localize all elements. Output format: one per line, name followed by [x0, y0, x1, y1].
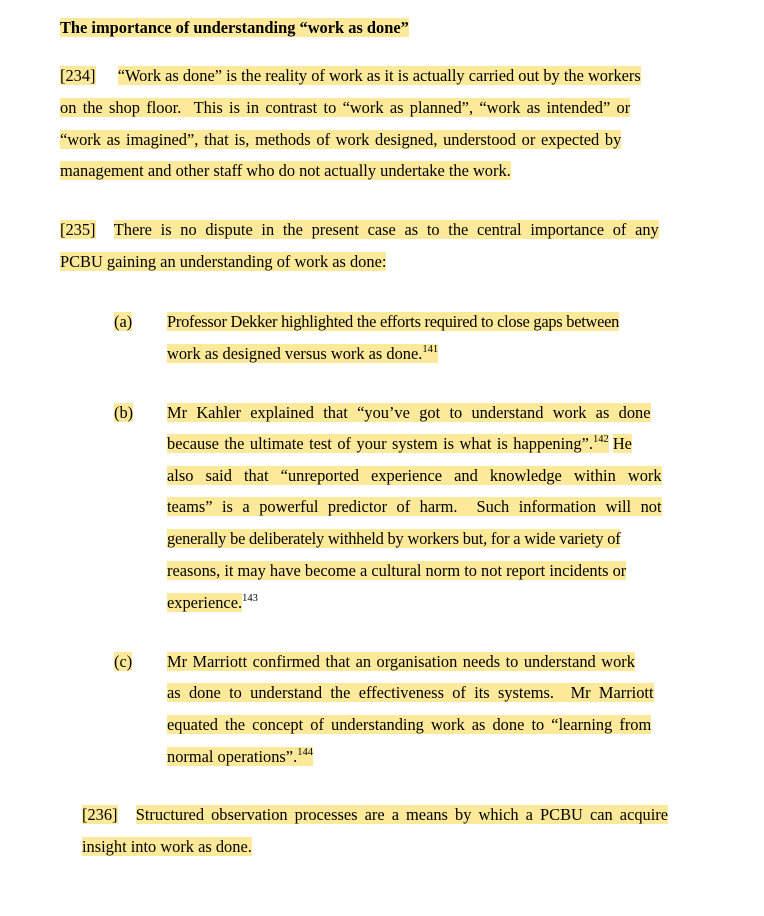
paragraph-number: [234]: [60, 66, 96, 85]
footnote-ref[interactable]: 142: [592, 434, 609, 445]
paragraph-text-line: “Work as done” is the reality of work as it is actually carried out by the workers: [117, 66, 641, 85]
paragraph-text-line: on the shop floor. This is in contrast to “work as planned”, “work as intended” or: [60, 98, 631, 117]
paragraph-text-line: management and other staff who do not actually undertake the work.: [60, 161, 511, 180]
subitem-text-line: work as designed versus work as done.: [167, 344, 423, 363]
subitem-label: (c): [114, 652, 133, 671]
subitem-text-fragment: He: [612, 434, 632, 453]
subitem-text-line: experience.: [167, 593, 243, 612]
subitem-text-line: as done to understand the effectiveness of its systems. Mr Marriott: [167, 683, 654, 702]
subitem-text-line: normal operations”.: [167, 747, 298, 766]
footnote-ref[interactable]: 141: [422, 344, 439, 355]
paragraph-number: [235]: [60, 220, 96, 239]
subitem-label: (b): [114, 403, 134, 422]
subitem-text-line: because the ultimate test of your system is what is happening”.: [167, 434, 593, 453]
subitem-text-line: generally be deliberately withheld by workers but, for a wide variety of: [167, 529, 621, 548]
paragraph-text-line: “work as imagined”, that is, methods of work designed, understood or expected by: [60, 130, 622, 149]
subitem-text-line: teams” is a powerful predictor of harm. Such information will not: [167, 497, 662, 516]
subitem-text-line: Mr Kahler explained that “you’ve got to understand work as done: [167, 403, 651, 422]
footnote-ref[interactable]: 143: [242, 593, 258, 604]
subitem-text-line: Professor Dekker highlighted the efforts required to close gaps between: [167, 312, 620, 331]
paragraph-text-line: insight into work as done.: [82, 837, 252, 856]
subitem-text-line: Mr Marriott confirmed that an organisation needs to understand work: [167, 652, 635, 671]
paragraph-text-line: Structured observation processes are a means by which a PCBU can acquire: [135, 805, 669, 824]
paragraph-text-line: There is no dispute in the present case as to the central importance of any: [113, 220, 659, 239]
subitem-text-line: reasons, it may have become a cultural norm to not report incidents or: [167, 561, 627, 580]
paragraph-text-line: PCBU gaining an understanding of work as done:: [60, 252, 387, 271]
paragraph-number: [236]: [82, 805, 118, 824]
subitem-text-line: also said that “unreported experience and knowledge within work: [167, 466, 662, 485]
footnote-ref[interactable]: 144: [297, 747, 313, 758]
subitem-text-line: equated the concept of understanding work as done to “learning from: [167, 715, 652, 734]
subitem-label: (a): [114, 312, 133, 331]
section-heading: The importance of understanding “work as done”: [60, 18, 409, 37]
